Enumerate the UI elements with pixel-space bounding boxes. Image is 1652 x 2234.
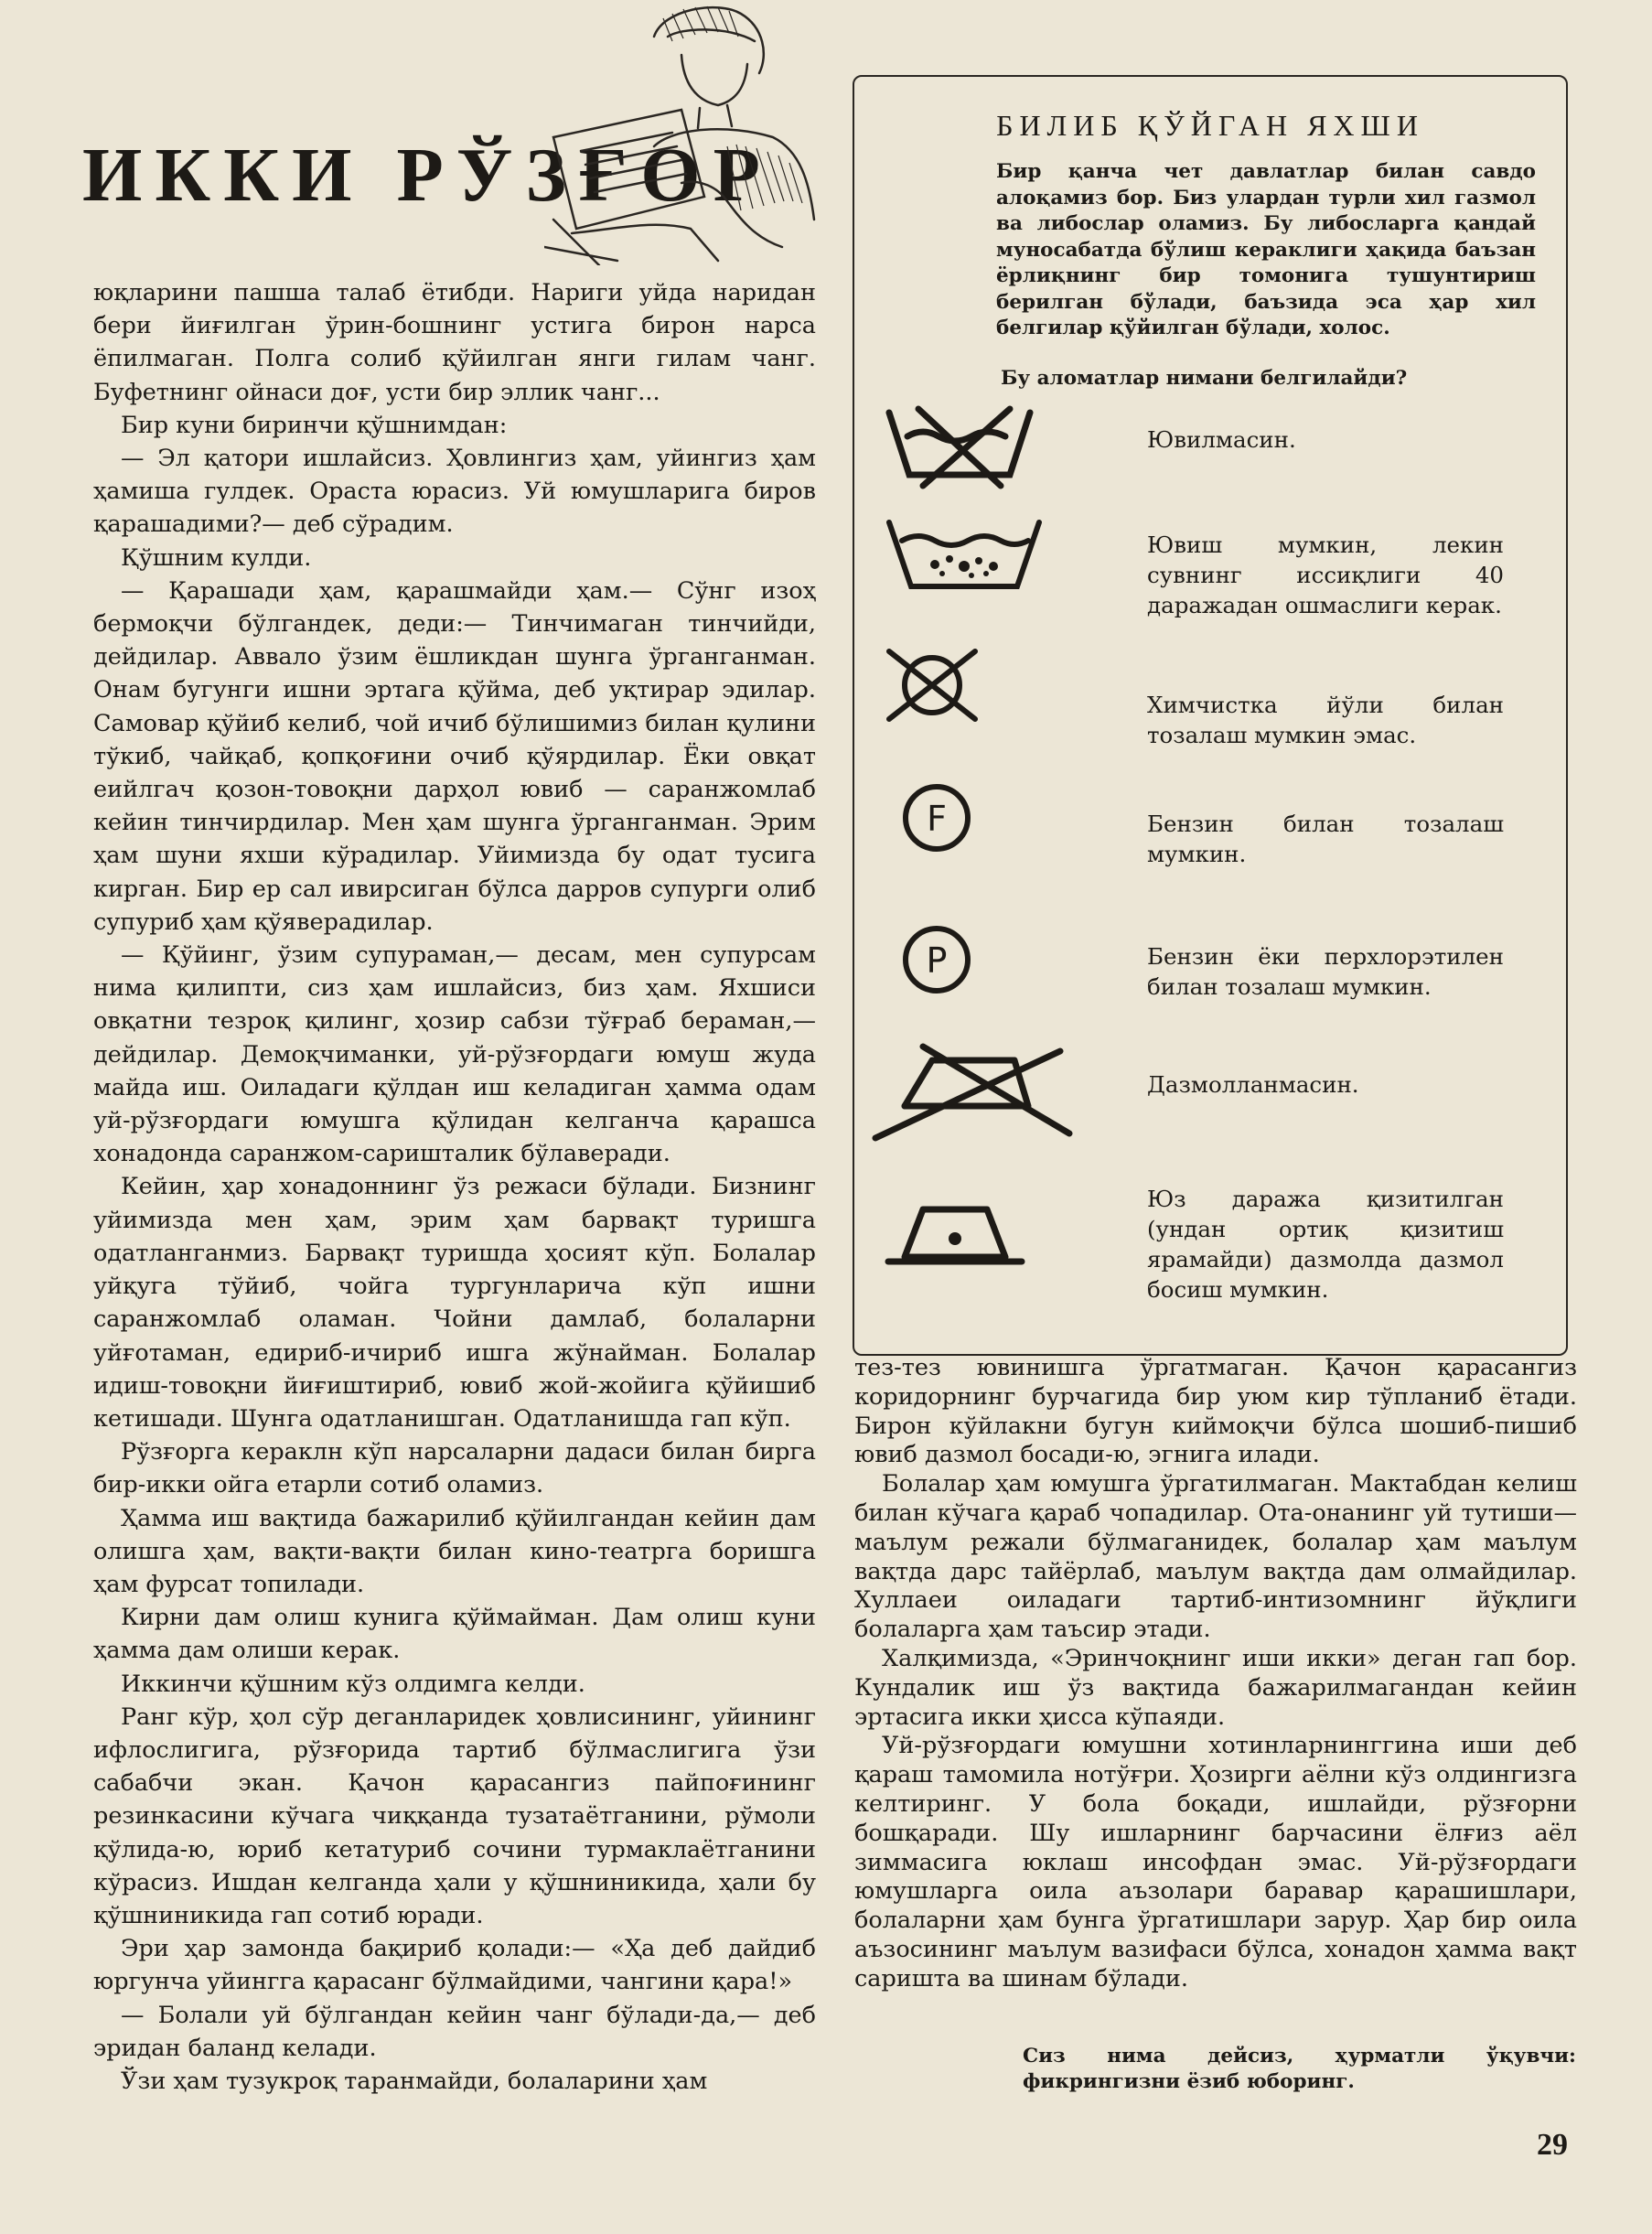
- paragraph: Ўзи ҳам тузукроқ таранмайди, болаларини ҳам: [121, 2067, 708, 2095]
- page-number: 29: [1537, 2128, 1568, 2162]
- article-title: ИККИ РЎЗҒОР: [82, 133, 773, 218]
- woman-reading-illustration: [544, 0, 819, 265]
- paragraph: — Болали уй бўлгандан кейин чанг бўлади-да,— деб эридан баланд келади.: [93, 2001, 816, 2062]
- sidebar-title: БИЛИБ ҚЎЙГАН ЯХШИ: [996, 109, 1424, 142]
- symbol-description: Химчистка йўли билан тозалаш мумкин эмас.: [1147, 692, 1504, 748]
- symbol-letter: P: [926, 940, 948, 981]
- article-right-column: [854, 1354, 1577, 1994]
- symbol-description: Ювилмасин.: [1147, 426, 1296, 453]
- paragraph: Уй-рўзғордаги юмушни хотинларнинггина иши деб қараш тамомила нотўғри. Ҳозирги аёлни кўз олдингизга келтиринг. У бола боқади, ишлайди, рўзғорни бошқаради. Шу ишларнинг барчасини ёлғиз аёл зиммасига юклаш инсофдан эмас. Уй-рўзғордаги юмушларга оила аъзолари баравар қарашишлари, болаларни ҳам бунга ўргатишлари зарур. Ҳар бир оила аъзосининг маълум вазифаси бўлса, хонадон ҳамма вақт саришта ва шинам бўлади.: [854, 1732, 1577, 1992]
- symbol-description: Дазмолланмасин.: [1147, 1071, 1359, 1098]
- care-symbols-sidebar: [853, 75, 1568, 1356]
- paragraph: Қўшним кулди.: [121, 543, 312, 572]
- paragraph: Ранг кўр, ҳол сўр деганларидек ҳовлисининг, уйининг ифлослигига, рўзғорида тартиб бўлмаслигига ўзи сабабчи экан. Қачон қарасангиз пайпоғининг резинкасини кўчага чиққанда тузатаётганини, рўмоли қўлида-ю, юриб кетатуриб сочини турмаклаётганини кўрасиз. Ишдан келганда ҳали у қўшниникида, ҳали бу қўшниникида гап сотиб юради.: [93, 1702, 816, 1929]
- paragraph: — Қўйинг, ўзим супураман,— десам, мен супурсам нима қилипти, сиз ҳам ишлайсиз, биз ҳам. Яхшиси овқатни тезроқ қилинг, ҳозир сабзи тўғраб бераман,— дейдилар. Демоқчиманки, уй-рўзғордаги юмуш жуда майда иш. Оиладаги қўлдан иш келадиган ҳамма одам уй-рўзғордаги юмушга қўлидан келганча қарашса хонадонда саранжом-саришталик бўлаверади.: [93, 941, 816, 1168]
- paragraph: Болалар ҳам юмушга ўргатилмаган. Мактабдан келиш билан кўчага қараб чопадилар. Ота-онанинг уй тутиши—маълум режали бўлмаганидек, болалар ҳам маълум вақтда дарс тайёрлаб, маълум вақтда дам олмайдилар. Хуллаеи оиладаги тартиб-интизомнинг йўқлиги болаларга ҳам таъсир этади.: [854, 1470, 1577, 1644]
- no-iron-icon: [868, 1033, 1078, 1143]
- sidebar-intro: Бир қанча чет давлатлар билан савдо алоқамиз бор. Биз улардан турли хил газмол ва либослар оламиз. Бу либосларга қандай муносабатда бўлиш кераклиги ҳақида баъзан ёрлиқнинг бир томонига тушунтириш берилган бўлади, баъзида эса ҳар хил белгилар қўйилган бўлади, холос.: [996, 160, 1536, 339]
- symbol-description: Бензин билан тозалаш мумкин.: [1147, 811, 1504, 867]
- paragraph: Ҳамма иш вақтида бажарилиб қўйилгандан кейин дам олишга ҳам, вақти-вақти билан кино-театрга боришга ҳам фурсат топилади.: [93, 1504, 816, 1598]
- paragraph: Рўзғорга кераклн кўп нарсаларни дадаси билан бирга бир-икки ойга етарли сотиб оламиз.: [93, 1438, 816, 1499]
- symbol-description: Ювиш мумкин, лекин сувнинг иссиқлиги 40 даражадан ошмаслиги керак.: [1147, 532, 1504, 618]
- paragraph: — Қарашади ҳам, қарашмайди ҳам.— Сўнг изоҳ бермоқчи бўлгандек, деди:— Тинчимаган тинчийди, дейдилар. Аввало ўзим ёшликдан шунга ўрганганман. Онам бугунги ишни эртага қўйма, деб уқтирар эдилар. Самовар қўйиб келиб, чой ичиб бўлишимиз билан қулини тўкиб, чайқаб, қопқоғини очиб қўярдилар. Ёки овқат еийлгач қозон-товоқни дарҳол ювиб — саранжомлаб кейин тинчирдилар. Мен ҳам шунга ўрганганман. Эрим ҳам шуни яхши кўрадилар. Уйимизда бу одат тусига кирган. Бир ер сал ивирсиган бўлса дарров супурги олиб супуриб ҳам қўяверадилар.: [93, 576, 816, 936]
- symbol-letter: F: [927, 799, 947, 839]
- symbol-description: Бензин ёки перхлорэтилен билан тозалаш мумкин.: [1147, 943, 1504, 1000]
- paragraph: Кирни дам олиш кунига қўймайман. Дам олиш куни ҳамма дам олиши керак.: [93, 1604, 816, 1665]
- paragraph: — Эл қатори ишлайсиз. Ҳовлингиз ҳам, уйингиз ҳам ҳамиша гулдек. Ораста юрасиз. Уй юмушларига биров қарашадими?— деб сўрадим.: [93, 445, 816, 539]
- paragraph: Эри ҳар замонда бақириб қолади:— «Ҳа деб дайдиб юргунча уйингга қарасанг бўлмайдими, чангини қара!»: [93, 1935, 816, 1996]
- closing-note: Сиз нима дейсиз, ҳурматли ўқувчи: фикрингизни ёзиб юборинг.: [1023, 2045, 1576, 2093]
- paragraph: Кейин, ҳар хонадоннинг ўз режаси бўлади. Бизнинг уйимизда мен ҳам, эрим ҳам барвақт туришга одатланганмиз. Барвақт туришда ҳосият кўп. Болалар уйқуга тўйиб, чойга тургунларича кўп ишни саранжомлаб оламан. Чойни дамлаб, болаларни уйғотаман, едириб-ичириб ишга жўнайман. Болалар идиш-товоқни йиғиштириб, ювиб жой-жойига қўйишиб кетишади. Шунга одатланишган. Одатланишда гап кўп.: [93, 1173, 816, 1433]
- dry-clean-p-icon: [900, 923, 973, 996]
- dry-clean-f-icon: [900, 781, 973, 854]
- wash-40-icon: [882, 511, 1046, 598]
- article-left-column: [93, 276, 816, 2098]
- no-dry-clean-icon: [882, 644, 982, 726]
- paragraph: юқларини пашша талаб ётибди. Нариги уйда наридан бери йиғилган ўрин-бошнинг устига бирон нарса ёпилмаган. Полга солиб қўйилган янги гилам чанг. Буфетнинг ойнаси доғ, усти бир эллик чанг...: [93, 279, 816, 406]
- paragraph: тез-тез ювинишга ўргатмаган. Қачон қарасангиз коридорнинг бурчагида бир уюм кир тўпланиб ётади. Бирон кўйлакни бугун киймоқчи бўлса шошиб-пишиб ювиб дазмол босади-ю, эгнига илади.: [854, 1354, 1577, 1469]
- no-wash-icon: [882, 402, 1037, 493]
- paragraph: Бир куни биринчи қўшнимдан:: [121, 411, 508, 439]
- symbol-description: Юз даража қизитилган (ундан ортиқ қизитиш ярамайди) дазмолда дазмол босиш мумкин.: [1147, 1186, 1504, 1303]
- sidebar-question: Бу аломатлар нимани белгилайди?: [1001, 367, 1408, 390]
- paragraph: Иккинчи қўшним кўз олдимга келди.: [121, 1670, 585, 1698]
- iron-moderate-icon: [877, 1193, 1033, 1275]
- paragraph: Халқимизда, «Эринчоқнинг иши икки» деган гап бор. Кундалик иш ўз вақтида бажарилмагандан кейин эртасига икки ҳисса кўпаяди.: [854, 1644, 1577, 1731]
